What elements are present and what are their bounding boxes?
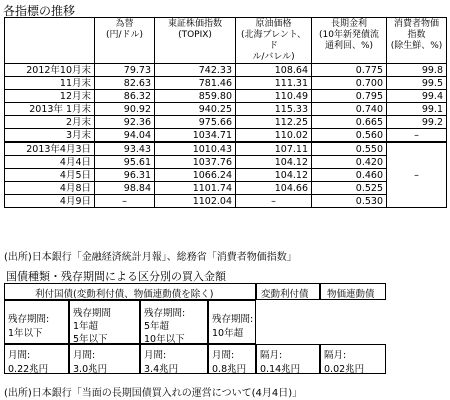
header-fx: 為替 (円/ドル) [95, 18, 155, 64]
table-row [5, 169, 447, 182]
row-date: 2012年10月末 [5, 64, 95, 77]
row-rate: 0.740 [312, 103, 387, 116]
table-row [5, 103, 447, 116]
header-cpi: 消費者物価指数 (除生鮮、%) [387, 18, 447, 64]
row-rate: 0.775 [312, 64, 387, 77]
value2-line1: 月間: [73, 350, 96, 361]
row-topix: 1037.76 [155, 156, 236, 169]
row-fx: 93.43 [95, 142, 155, 156]
sub2-line1: 残存期間 [73, 308, 112, 319]
row-oil: 110.02 [236, 129, 312, 143]
value6-box [320, 344, 386, 374]
row-rate: 0.560 [312, 129, 387, 143]
value1-line1: 月間: [8, 350, 31, 361]
row-topix: 859.80 [155, 90, 236, 103]
row-rate: 0.525 [312, 182, 387, 195]
row-oil: 104.66 [236, 182, 312, 195]
sub3-line2: 5年超 [144, 321, 170, 332]
value5-box [256, 344, 320, 374]
row-oil: 107.11 [236, 142, 312, 156]
row-topix: 1102.04 [155, 195, 236, 208]
header-rate: 長期金利 (10年新発債流 通利回、%) [312, 18, 387, 64]
row-rate: 0.460 [312, 169, 387, 182]
table-row [5, 129, 447, 143]
table-header-row [5, 18, 447, 64]
bukka-header-box [320, 283, 386, 300]
sub1-box [4, 300, 69, 344]
row-date: 4月4日 [5, 156, 95, 169]
row-date: 2013年 1月末 [5, 103, 95, 116]
table-row [5, 156, 447, 169]
sub4-line1: 残存期間: [212, 314, 254, 325]
header-oil: 原油価格 (北海ブレント、ド ル/バレル) [236, 18, 312, 64]
rin-header: 利付国債(変動利付債、物価連動債を除く) [35, 289, 214, 300]
hendo-header-box [256, 283, 320, 300]
value3-line1: 月間: [144, 350, 167, 361]
value4-box [208, 344, 256, 374]
row-fx: 96.31 [95, 169, 155, 182]
sub2-line2: 1年超 [73, 321, 99, 332]
table-row [5, 195, 447, 208]
row-cpi: 99.8 [387, 64, 447, 77]
row-cpi: 99.5 [387, 77, 447, 90]
header-date [5, 18, 95, 64]
section2-title: 国債種類・残存期間による区分別の買入金額 [6, 270, 226, 283]
row-date: 4月8日 [5, 182, 95, 195]
row-fx: 98.84 [95, 182, 155, 195]
row-cpi: 99.2 [387, 116, 447, 129]
sub3-line1: 残存期間: [144, 308, 186, 319]
value5-line1: 隔月: [260, 350, 283, 361]
row-oil: 104.12 [236, 169, 312, 182]
row-fx: 82.63 [95, 77, 155, 90]
row-fx: – [95, 195, 155, 208]
table-row [5, 182, 447, 195]
section1-source: (出所)日本銀行「金融経済統計月報」、総務省「消費者物価指数」 [4, 252, 297, 263]
row-date: 4月9日 [5, 195, 95, 208]
value5-line2: 0.14兆円 [260, 364, 301, 375]
row-rate: 0.700 [312, 77, 387, 90]
row-date: 4月5日 [5, 169, 95, 182]
row-date: 2月末 [5, 116, 95, 129]
row-oil: 104.12 [236, 156, 312, 169]
row-rate: 0.550 [312, 142, 387, 156]
sub1-line2: 1年以下 [8, 328, 43, 339]
row-topix: 1010.43 [155, 142, 236, 156]
value4-line2: 0.8兆円 [212, 364, 247, 375]
row-rate: 0.530 [312, 195, 387, 208]
row-fx: 92.36 [95, 116, 155, 129]
row-fx: 86.32 [95, 90, 155, 103]
sub2-box [69, 300, 140, 344]
value3-line2: 3.4兆円 [144, 364, 179, 375]
row-topix: 975.66 [155, 116, 236, 129]
row-date: 12月末 [5, 90, 95, 103]
row-oil: 112.25 [236, 116, 312, 129]
row-rate: 0.665 [312, 116, 387, 129]
row-oil: 110.49 [236, 90, 312, 103]
hendo-header: 変動利付債 [261, 289, 309, 300]
section2-source: (出所)日本銀行「当面の長期国債買入れの運営について(4月4日)」 [4, 388, 303, 399]
row-oil: – [236, 195, 312, 208]
sub3-box [140, 300, 208, 344]
row-oil: 111.31 [236, 77, 312, 90]
row-fx: 95.61 [95, 156, 155, 169]
row-date: 3月末 [5, 129, 95, 143]
table-row [5, 142, 447, 156]
row-oil: 115.33 [236, 103, 312, 116]
bukka-header: 物価連動債 [327, 289, 375, 300]
value6-line2: 0.02兆円 [324, 364, 365, 375]
sub4-line2: 10年超 [212, 328, 244, 339]
row-topix: 1101.74 [155, 182, 236, 195]
row-fx: 90.92 [95, 103, 155, 116]
row-cpi: 99.1 [387, 103, 447, 116]
rin-header-box [4, 283, 256, 300]
row-rate: 0.795 [312, 90, 387, 103]
row-fx: 79.73 [95, 64, 155, 77]
value1-box [4, 344, 69, 374]
row-cpi: 99.4 [387, 90, 447, 103]
row-cpi: – [387, 129, 447, 143]
sub3-line3: 10年以下 [144, 334, 185, 345]
value2-line2: 3.0兆円 [73, 364, 108, 375]
row-rate: 0.420 [312, 156, 387, 169]
sub2-line3: 5年以下 [73, 334, 108, 345]
table-row [5, 77, 447, 90]
row-date: 11月末 [5, 77, 95, 90]
row-topix: 742.33 [155, 64, 236, 77]
row-topix: 1034.71 [155, 129, 236, 143]
value2-box [69, 344, 140, 374]
indicator-table [4, 17, 447, 208]
row-date: 2013年4月3日 [5, 142, 95, 156]
section1-title: 各指標の推移 [3, 4, 76, 18]
table-row [5, 116, 447, 129]
header-topix: 東証株価指数 (TOPIX) [155, 18, 236, 64]
table-row [5, 64, 447, 77]
row-oil: 108.64 [236, 64, 312, 77]
table-row [5, 90, 447, 103]
row-fx: 94.04 [95, 129, 155, 143]
value6-line1: 隔月: [324, 350, 347, 361]
row-cpi: – [387, 142, 447, 208]
value1-line2: 0.22兆円 [8, 364, 49, 375]
value3-box [140, 344, 208, 374]
sub4-box [208, 300, 256, 344]
value4-line1: 月間: [212, 350, 235, 361]
row-topix: 781.46 [155, 77, 236, 90]
row-topix: 1066.24 [155, 169, 236, 182]
sub1-line1: 残存期間: [8, 314, 50, 325]
row-topix: 940.25 [155, 103, 236, 116]
